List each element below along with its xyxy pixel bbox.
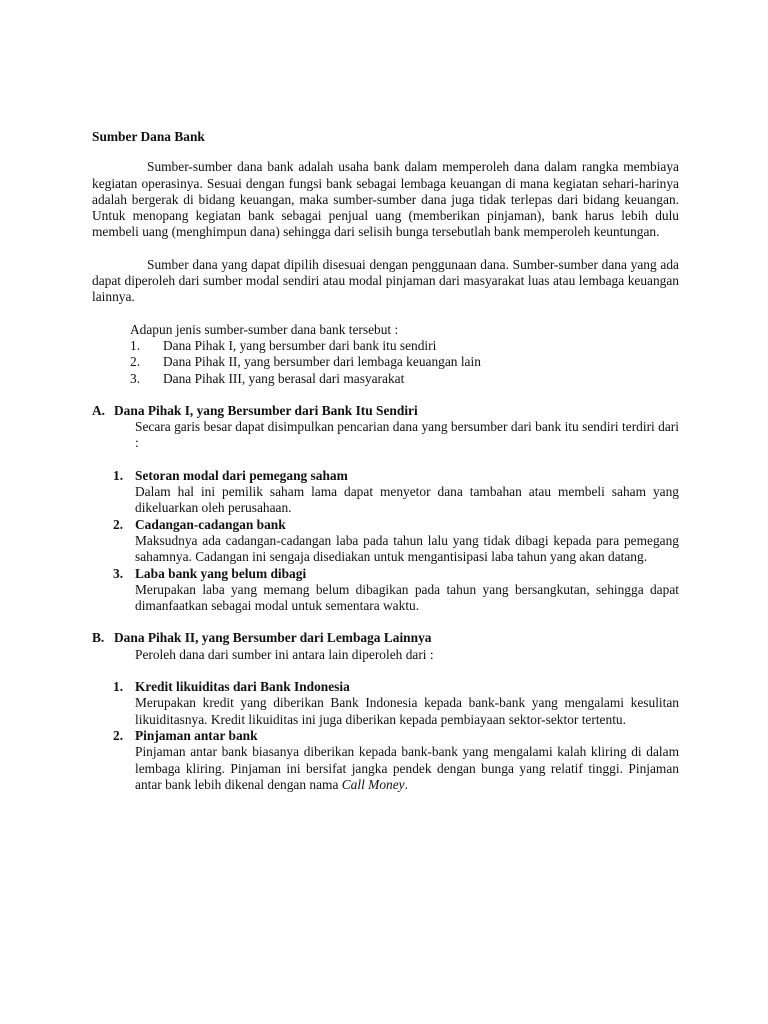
subsection-number: 1. [113, 467, 124, 483]
section-a-heading [92, 403, 679, 419]
subsection-title: Pinjaman antar bank [135, 727, 258, 743]
section-letter: A. [92, 402, 106, 418]
list-item [130, 354, 679, 370]
subsection-number: 2. [113, 516, 124, 532]
list-item-text: Dana Pihak I, yang bersumber dari bank itu sendiri [163, 337, 437, 353]
subsection-body: Dalam hal ini pemilik saham lama dapat menyetor dana tambahan atau membeli saham yang dikeluarkan oleh perusahaan. [135, 484, 679, 516]
list-item [130, 338, 679, 354]
subsection-heading [113, 468, 679, 484]
list-item-number: 2. [130, 354, 141, 370]
paragraph-1: Sumber-sumber dana bank adalah usaha bank dalam memperoleh dana dalam rangka membiaya kegiatan operasinya. Sesuai dengan fungsi bank sebagai lembaga keuangan di mana kegiatan sehari-harinya adalah bergerak di bidang keuangan, maka sumber-sumber dana juga tidak terlepas dari bidang keuangan. Untuk menopang kegiatan bank sebagai penjual uang (memberikan pinjaman), bank harus lebih dulu membeli uang (menghimpun dana) sehingga dari selisih bunga tersebutlah bank memperoleh keuntungan. [92, 159, 679, 240]
section-a-intro: Secara garis besar dapat disimpulkan pencarian dana yang bersumber dari bank itu sendiri terdiri dari : [135, 419, 679, 451]
document-page [92, 129, 679, 793]
section-title: Dana Pihak II, yang Bersumber dari Lembaga Lainnya [114, 630, 432, 646]
subsection-title: Kredit likuiditas dari Bank Indonesia [135, 679, 350, 695]
subsection-number: 3. [113, 565, 124, 581]
subsection-body [135, 744, 679, 793]
section-b-items [113, 679, 679, 793]
subsection-heading [113, 566, 679, 582]
list-item-number: 1. [130, 337, 141, 353]
subsection-title: Setoran modal dari pemegang saham [135, 467, 348, 483]
list-intro: Adapun jenis sumber-sumber dana bank tersebut : [130, 321, 399, 337]
section-b-intro: Peroleh dana dari sumber ini antara lain diperoleh dari : [135, 646, 434, 662]
list-item-number: 3. [130, 370, 141, 386]
section-title: Dana Pihak I, yang Bersumber dari Bank Itu Sendiri [114, 402, 418, 418]
list-item-text: Dana Pihak III, yang berasal dari masyarakat [163, 370, 405, 386]
subsection-body-text: Pinjaman antar bank biasanya diberikan kepada bank-bank yang mengalami kalah kliring di dalam lembaga kliring. Pinjaman ini bersifat jangka pendek dengan bunga yang relatif tinggi. Pinjaman antar bank lebih dikenal dengan nama [135, 744, 679, 792]
subsection-body-end: . [404, 776, 408, 792]
subsection-title: Cadangan-cadangan bank [135, 516, 286, 532]
section-letter: B. [92, 630, 105, 646]
types-list [130, 338, 679, 387]
subsection-number: 1. [113, 679, 124, 695]
paragraph-2: Sumber dana yang dapat dipilih disesuai dengan penggunaan dana. Sumber-sumber dana yang ada dapat diperoleh dari sumber modal sendiri atau modal pinjaman dari masyarakat luas atau lembaga keuangan lainnya. [92, 256, 679, 305]
section-b-heading [92, 630, 679, 646]
subsection-body: Merupakan kredit yang diberikan Bank Indonesia kepada bank-bank yang mengalami kesulitan likuiditasnya. Kredit likuiditas ini juga diberikan kepada pembiayaan sektor-sektor tertentu. [135, 695, 679, 727]
subsection-heading [113, 517, 679, 533]
call-money-term: Call Money [341, 776, 405, 792]
subsection-body: Maksudnya ada cadangan-cadangan laba pada tahun lalu yang tidak dibagi kepada para pemegang sahamnya. Cadangan ini sengaja disediakan untuk mengantisipasi laba tahun yang akan datang. [135, 532, 679, 565]
subsection-heading [113, 679, 679, 695]
list-item-text: Dana Pihak II, yang bersumber dari lembaga keuangan lain [163, 354, 481, 370]
subsection-body: Merupakan laba yang memang belum dibagikan pada tahun yang bersangkutan, sehingga dapat dimanfaatkan sebagai modal untuk sementara waktu. [135, 581, 679, 614]
section-a-items [113, 468, 679, 615]
document-title: Sumber Dana Bank [92, 129, 205, 144]
subsection-title: Laba bank yang belum dibagi [135, 565, 307, 581]
subsection-heading [113, 728, 679, 744]
list-item [130, 371, 679, 387]
subsection-number: 2. [113, 727, 124, 743]
